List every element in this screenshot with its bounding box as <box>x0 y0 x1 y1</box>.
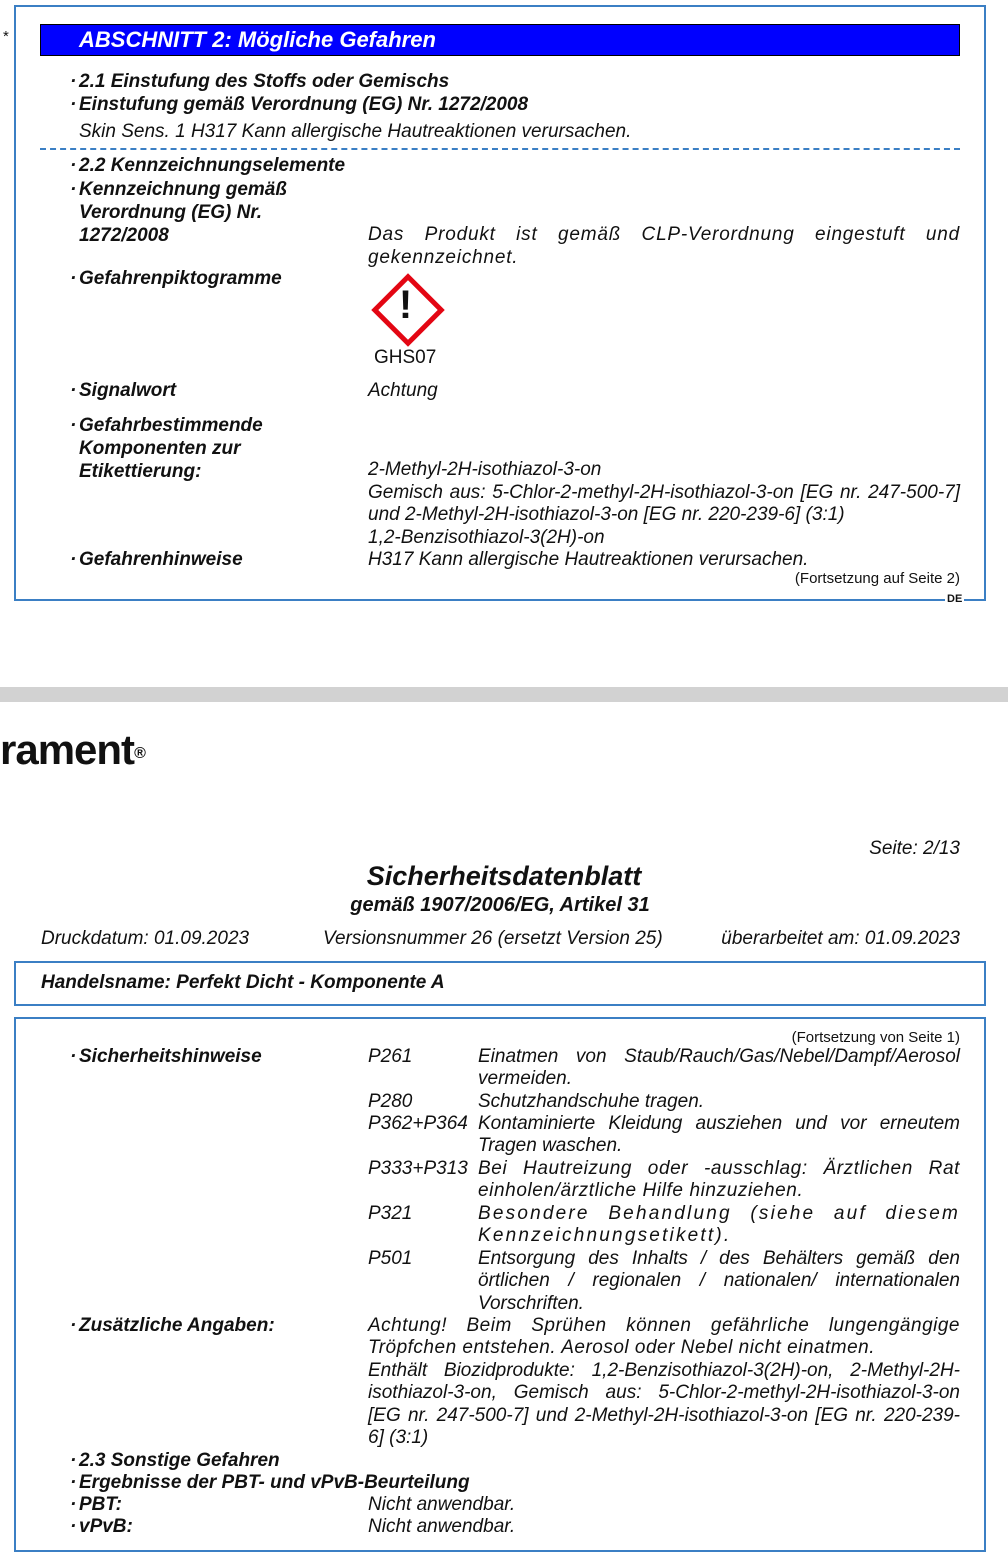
classification-subtitle: · Einstufung gemäß Verordnung (EG) Nr. 1272/2008 <box>70 94 529 115</box>
section-2-1-title: · 2.1 Einstufung des Stoffs oder Gemischs <box>70 71 450 92</box>
list-item: 1,2-Benzisothiazol-3(2H)-on <box>368 526 605 548</box>
vpvb-label: · vPvB: <box>70 1516 133 1537</box>
components-list <box>368 459 960 549</box>
p-text: Bei Hautreizung oder -ausschlag: Ärztlichen Rat einholen/ärztliche Hilfe hinzuziehen. <box>478 1158 960 1202</box>
components-label: · Gefahrbestimmende Komponenten zur Etikettierung: <box>70 415 263 482</box>
signal-word-value: Achtung <box>368 380 438 401</box>
vpvb-value: Nicht anwendbar. <box>368 1516 516 1537</box>
pbt-assessment-title: · Ergebnisse der PBT- und vPvB-Beurteilung <box>70 1472 470 1493</box>
document-subtitle: gemäß 1907/2006/EG, Artikel 31 <box>350 894 650 916</box>
precautionary-label: · Sicherheitshinweise <box>70 1046 262 1067</box>
ghs07-exclamation-icon: ! <box>374 276 437 339</box>
p-text: Kontaminierte Kleidung ausziehen und vor erneutem Tragen waschen. <box>478 1113 960 1157</box>
p-text: Schutzhandschuhe tragen. <box>478 1091 705 1112</box>
additional-info-label: · Zusätzliche Angaben: <box>70 1315 275 1336</box>
continued-from-note: (Fortsetzung von Seite 1) <box>791 1029 960 1046</box>
list-item: Gemisch aus: 5-Chlor-2-methyl-2H-isothiazol-3-on [EG nr. 247-500-7] und 2-Methyl-2H-isothiazol-3-on [EG nr. 220-239-6] (3:1) <box>368 481 960 525</box>
print-date: Druckdatum: 01.09.2023 <box>41 928 250 949</box>
page-number: Seite: 2/13 <box>869 838 960 859</box>
section-2-3-title: · 2.3 Sonstige Gefahren <box>70 1450 280 1471</box>
revision-date: überarbeitet am: 01.09.2023 <box>721 928 960 949</box>
p-code: P261 <box>368 1046 413 1067</box>
section-2-2-title: · 2.2 Kennzeichnungselemente <box>70 155 346 176</box>
hazard-statements-value: H317 Kann allergische Hautreaktionen verursachen. <box>368 549 809 570</box>
page-separator <box>0 687 1008 702</box>
p-text: Besondere Behandlung (siehe auf diesem Kennzeichnungsetikett). <box>478 1203 960 1247</box>
section-header: ABSCHNITT 2: Mögliche Gefahren <box>40 24 960 56</box>
pictogram-label: · Gefahrenpiktogramme <box>70 268 282 289</box>
signal-word-label: · Signalwort <box>70 380 177 401</box>
biocide-text: Enthält Biozidprodukte: 1,2-Benzisothiazol-3(2H)-on, 2-Methyl-2H-isothiazol-3-on, Gemisch aus: 5-Chlor-2-methyl-2H-isothiazol-3-on [EG nr. 247-500-7] und 2-Methyl-2H-isothiazol-3-on [EG nr. 220-239-6] (3:1) <box>368 1360 960 1449</box>
classification-text: Skin Sens. 1 H317 Kann allergische Hautreaktionen verursachen. <box>79 121 632 142</box>
p-code: P333+P313 <box>368 1158 468 1179</box>
label-regulation-label: · Kennzeichnung gemäß Verordnung (EG) Nr. 1272/2008 <box>70 179 287 246</box>
brand-logo: rament® <box>0 726 145 773</box>
p-text: Einatmen von Staub/Rauch/Gas/Nebel/Dampf/Aerosol vermeiden. <box>478 1046 960 1090</box>
language-code: DE <box>947 593 963 605</box>
hazard-statements-label: · Gefahrenhinweise <box>70 549 243 570</box>
label-regulation-value: Das Produkt ist gemäß CLP-Verordnung eingestuft und gekennzeichnet. <box>368 224 960 268</box>
document-title: Sicherheitsdatenblatt <box>366 861 642 891</box>
continued-note: (Fortsetzung auf Seite 2) <box>794 570 960 587</box>
p-code: P501 <box>368 1248 413 1269</box>
p-code: P362+P364 <box>368 1113 468 1134</box>
trade-name: Handelsname: Perfekt Dicht - Komponente A <box>41 972 445 993</box>
p-code: P280 <box>368 1091 413 1112</box>
list-item: 2-Methyl-2H-isothiazol-3-on <box>368 459 602 480</box>
pbt-label: · PBT: <box>70 1494 122 1515</box>
change-marker: * <box>3 28 9 45</box>
pbt-value: Nicht anwendbar. <box>368 1494 516 1515</box>
p-text: Entsorgung des Inhalts / des Behälters gemäß den örtlichen / regionalen / nationalen/ internationalen Vorschriften. <box>478 1248 960 1314</box>
pictogram-code: GHS07 <box>374 347 437 368</box>
dashed-divider <box>40 148 960 150</box>
additional-info-text: Achtung! Beim Sprühen können gefährliche lungengängige Tröpfchen entstehen. Aerosol oder Nebel nicht einatmen. <box>368 1315 960 1359</box>
p-code: P321 <box>368 1203 413 1224</box>
version-number: Versionsnummer 26 (ersetzt Version 25) <box>323 928 663 949</box>
